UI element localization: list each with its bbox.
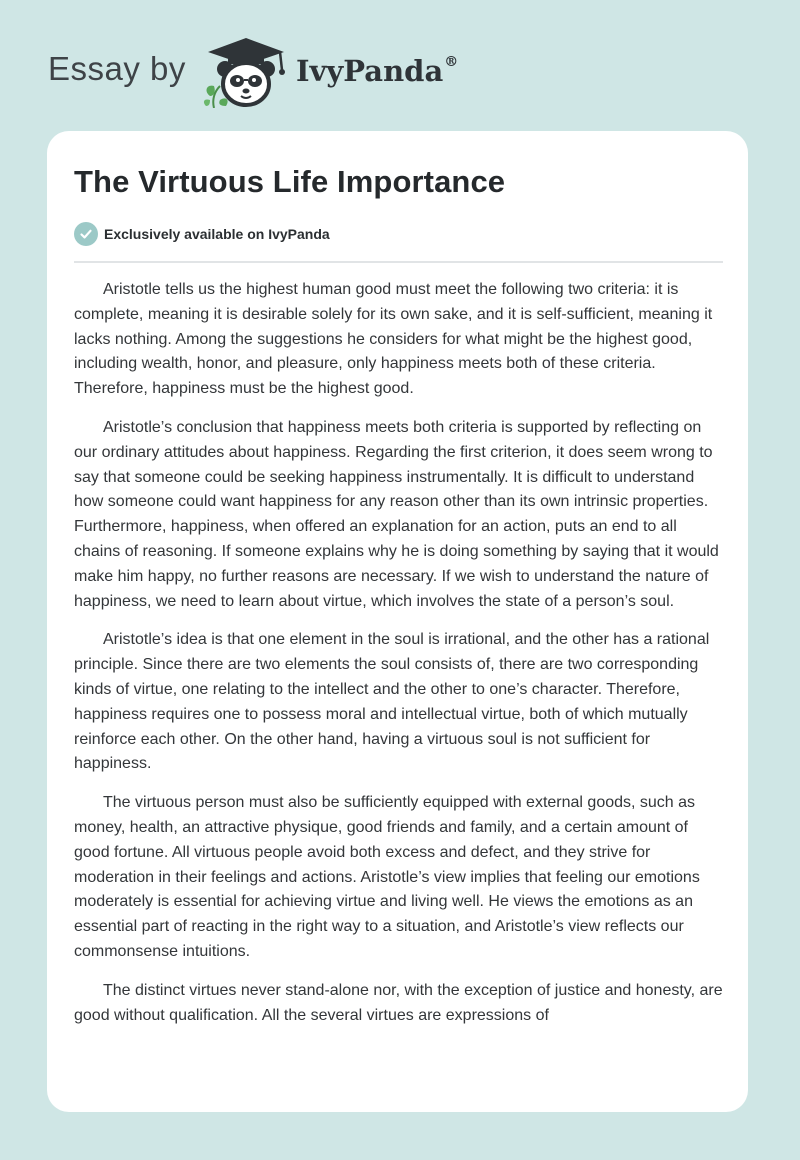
registered-mark: ® xyxy=(444,54,459,71)
ivypanda-logo-icon[interactable] xyxy=(200,36,292,108)
page-title: The Virtuous Life Importance xyxy=(74,164,506,199)
paragraph: The distinct virtues never stand-alone nor, with the exception of justice and honesty, are good without qualification. All the several virtues are expressions of xyxy=(74,981,723,1024)
site-header xyxy=(48,36,488,108)
exclusive-label: Exclusively available on IvyPanda xyxy=(104,226,330,242)
paragraph: Aristotle’s idea is that one element in the soul is irrational, and the other has a rational principle. Since there are two elements the soul consists of, there are two corresponding kinds of virtue, one relating to the intellect and the other to one’s character. Therefore, happiness requires one to possess moral and intellectual virtue, both of which mutually reinforce each other. On the other hand, having a virtuous soul is not sufficient for happiness. xyxy=(74,631,710,773)
brand-name: IvyPanda® xyxy=(296,54,459,88)
exclusive-availability xyxy=(74,222,330,246)
paragraph: Aristotle’s conclusion that happiness meets both criteria is supported by reflecting on our ordinary attitudes about happiness. Regarding the first criterion, it does seem wrong to say that someone could be seeking happiness instrumentally. It is difficult to understand how someone could want happiness for any reason other than its own intrinsic properties. Furthermore, happiness, when offered an explanation for an action, puts an end to all chains of reasoning. If someone explains why he is doing something by saying that it would make him happy, no further reasons are necessary. If we wish to understand the nature of happiness, we need to learn about virtue, which involves the state of a person’s soul. xyxy=(74,418,719,610)
check-circle-icon xyxy=(74,222,98,246)
essay-card xyxy=(47,131,748,1112)
divider xyxy=(74,261,723,263)
essay-by-label: Essay by xyxy=(48,50,186,87)
paragraph: Aristotle tells us the highest human good must meet the following two criteria: it is complete, meaning it is desirable solely for its own sake, and it is self-sufficient, meaning it lacks nothing. Among the suggestions he considers for what might be the highest good, including wealth, honor, and pleasure, only happiness meets both of these criteria. Therefore, happiness must be the highest good. xyxy=(74,281,713,398)
paragraph: The virtuous person must also be sufficiently equipped with external goods, such as money, health, an attractive physique, good friends and family, and a certain amount of good fortune. All virtuous people avoid both excess and defect, and they strive for moderation in their feelings and actions. Aristotle’s view implies that feeling our emotions moderately is essential for achieving virtue and living well. He views the emotions as an essential part of reacting in the right way to a situation, and Aristotle’s view reflects our commonsense intuitions. xyxy=(74,794,700,960)
essay-body xyxy=(74,278,723,1042)
